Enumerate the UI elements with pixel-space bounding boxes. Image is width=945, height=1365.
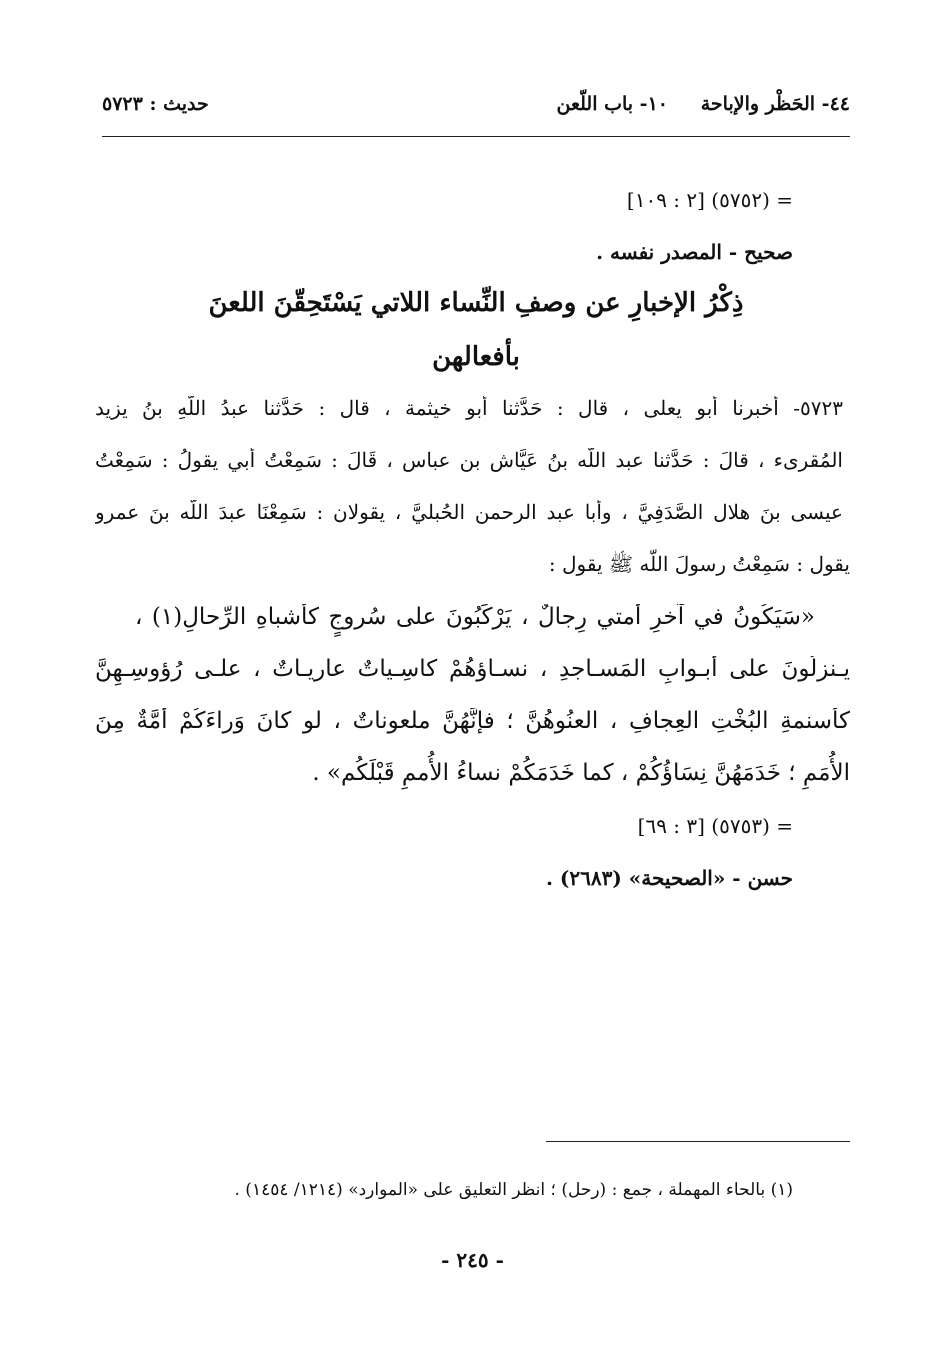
- previous-cross-reference: = (٥٧٥٢) [٢ : ١٠٩]: [626, 188, 793, 212]
- footnote-divider: [546, 1141, 850, 1142]
- isnad-line: يقول : سَمِعْتُ رسولَ اللّه ﷺ يقول :: [548, 552, 850, 576]
- running-header: [102, 93, 850, 133]
- isnad-line: المُقرىء ، قالَ : حَدَّثنا عبد اللّه بنُ عَيَّاش بن عباس ، قَالَ : سَمِعْتُ أبي يقولُ : سَمِعْتُ: [95, 448, 843, 472]
- footnote: (١) بالحاء المهملة ، جمع : (رحل) ؛ انظر التعليق على «الموارد» (١٢١٤/ ١٤٥٤) .: [234, 1180, 793, 1200]
- page-number: - ٢٤٥ -: [441, 1248, 504, 1272]
- cross-reference: = (٥٧٥٣) [٣ : ٦٩]: [637, 814, 793, 838]
- section-title: ذِكْرُ الإخبارِ عن وصفِ النِّساء اللاتي يَسْتَحِقّنَ اللعنَ: [208, 288, 744, 318]
- hadith-grading: حسن - «الصحيحة» (٢٦٨٣) .: [545, 866, 793, 890]
- isnad-line: عيسى بنَ هلال الصَّدَفِيَّ ، وأبا عبد الرحمن الحُبليَّ ، يقولان : سَمِعْنَا عبدَ اللّه بنَ عمرو: [95, 500, 843, 524]
- previous-grading: صحيح - المصدر نفسه .: [596, 240, 793, 264]
- header-divider: [102, 136, 850, 137]
- hadith-text-line: يـنزلُونَ على أبـوابِ المَسـاجدِ ، نسـاؤهُمْ كاسِـياتٌ عاريـاتٌ ، علـى رُؤوسِـهِنَّ: [95, 656, 850, 682]
- book-title: ٤٤- الحَظْر والإباحة: [700, 93, 850, 115]
- hadith-text-line: «سَيَكُونُ في آخرِ أُمتي رِجالٌ ، يَرْكَبُونَ على سُروجٍ كأشباهِ الرِّحالِ(١) ،: [135, 604, 815, 630]
- hadith-reference: حديث : ٥٧٢٣: [102, 93, 209, 115]
- isnad-line: ٥٧٢٣- أخبرنا أبو يعلى ، قال : حَدَّثنا أبو خيثمة ، قال : حَدَّثنا عبدُ اللّهِ بنُ يزيد: [95, 396, 843, 420]
- hadith-text-line: كأسنمةِ البُخْتِ العِجافِ ، العنُوهُنَّ ؛ فإنَّهُنَّ ملعوناتٌ ، لو كانَ وَراءَكُمْ أُمَّةٌ مِنَ: [95, 708, 850, 734]
- section-title-continued: بأفعالهن: [432, 342, 520, 372]
- chapter-title: ١٠- باب اللّعن: [556, 93, 668, 115]
- hadith-text-line: الأُمَمِ ؛ خَدَمَهُنَّ نِسَاؤُكُمْ ، كما خَدَمَكُمْ نساءُ الأُممِ قَبْلَكُم» .: [312, 760, 850, 786]
